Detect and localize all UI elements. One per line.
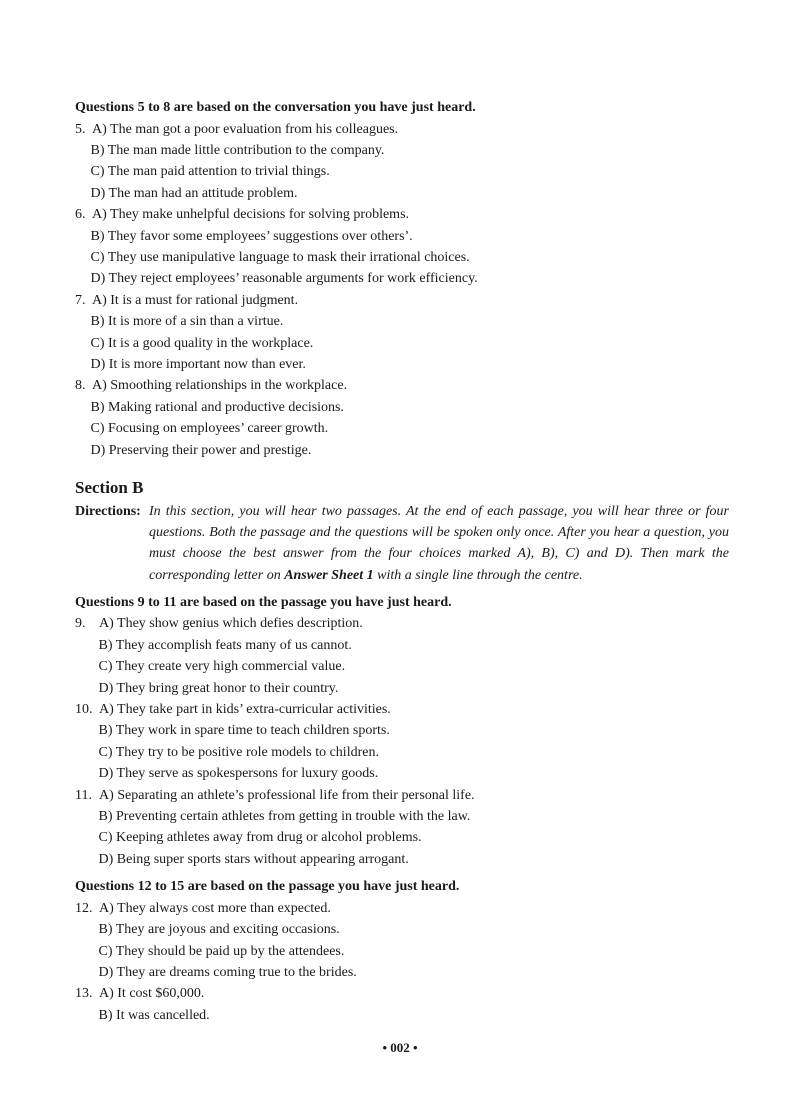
option-d: D) They reject employees’ reasonable arguments for work efficiency. <box>90 271 478 287</box>
option-d: D) The man had an attitude problem. <box>90 185 298 201</box>
option-c: C) They try to be positive role models to children. <box>98 744 379 760</box>
question-13 <box>75 983 730 1026</box>
question-10 <box>75 699 730 785</box>
question-9 <box>75 613 730 699</box>
option-a: A) They make unhelpful decisions for solving problems. <box>92 207 410 223</box>
option-a: A) Separating an athlete’s professional life from their personal life. <box>99 787 475 803</box>
option-b: B) Preventing certain athletes from getting in trouble with the law. <box>98 808 471 824</box>
option-d: D) It is more important now than ever. <box>90 356 306 372</box>
directions <box>75 501 730 586</box>
group1-title: Questions 5 to 8 are based on the conversation you have just heard. <box>75 100 476 115</box>
question-5 <box>75 119 730 205</box>
group2-title: Questions 9 to 11 are based on the passage you have just heard. <box>75 594 452 610</box>
option-c: C) Keeping athletes away from drug or alcohol problems. <box>98 830 422 846</box>
option-b: B) They are joyous and exciting occasions. <box>98 922 340 938</box>
page-content <box>75 97 730 1026</box>
option-b: B) They favor some employees’ suggestions over others’. <box>90 228 413 244</box>
question-12 <box>75 898 730 984</box>
directions-text-part1: In this section, you will hear two passages. At the end of each passage, you will hear three or four questions. Both the passage and the questions will be spoken only once. After you hear a question, you must choose the best answer from the four choices marked A), B), C) and D). Then mark the corresponding letter on <box>149 504 729 583</box>
option-d: D) They are dreams coming true to the brides. <box>98 964 357 980</box>
option-b: B) It is more of a sin than a virtue. <box>90 314 284 330</box>
question-number: 5. <box>75 121 86 137</box>
option-b: B) They accomplish feats many of us cannot. <box>98 637 352 653</box>
option-d: D) They serve as spokespersons for luxury goods. <box>98 766 379 782</box>
option-a: A) Smoothing relationships in the workplace. <box>92 378 348 394</box>
option-c: C) The man paid attention to trivial things. <box>90 164 330 180</box>
option-d: D) Preserving their power and prestige. <box>90 442 312 458</box>
section-title: Section B <box>75 478 144 497</box>
option-a: A) The man got a poor evaluation from his colleagues. <box>92 121 399 137</box>
option-b: B) They work in spare time to teach children sports. <box>98 723 390 739</box>
option-c: C) They use manipulative language to mask their irrational choices. <box>90 249 470 265</box>
question-7 <box>75 290 730 376</box>
question-number: 6. <box>75 207 86 223</box>
directions-text-part2: with a single line through the centre. <box>373 567 583 583</box>
directions-text <box>149 501 729 586</box>
question-number: 11. <box>75 787 92 803</box>
question-8 <box>75 375 730 461</box>
question-number: 9. <box>75 616 86 632</box>
option-d: D) Being super sports stars without appearing arrogant. <box>98 851 409 867</box>
question-number: 12. <box>75 900 93 916</box>
option-d: D) They bring great honor to their country. <box>98 680 339 696</box>
question-number: 7. <box>75 292 86 308</box>
group3-title: Questions 12 to 15 are based on the passage you have just heard. <box>75 879 460 895</box>
question-6 <box>75 204 730 290</box>
option-a: A) They show genius which defies description. <box>99 616 363 632</box>
option-b: B) Making rational and productive decisions. <box>90 399 344 415</box>
option-a: A) They always cost more than expected. <box>99 900 331 916</box>
option-b: B) It was cancelled. <box>98 1007 210 1023</box>
question-number: 10. <box>75 701 93 717</box>
directions-label: Directions: <box>75 504 141 519</box>
option-a: A) They take part in kids’ extra-curricular activities. <box>99 701 391 717</box>
answer-sheet-ref: Answer Sheet 1 <box>284 567 374 583</box>
option-a: A) It is a must for rational judgment. <box>92 292 299 308</box>
option-c: C) It is a good quality in the workplace. <box>90 335 314 351</box>
option-c: C) Focusing on employees’ career growth. <box>90 421 329 437</box>
option-a: A) It cost $60,000. <box>99 986 205 1002</box>
option-b: B) The man made little contribution to the company. <box>90 142 385 158</box>
question-11 <box>75 785 730 871</box>
question-number: 13. <box>75 986 93 1002</box>
option-c: C) They create very high commercial value. <box>98 659 346 675</box>
option-c: C) They should be paid up by the attendees. <box>98 943 345 959</box>
question-number: 8. <box>75 378 86 394</box>
page-number: • 002 • <box>382 1040 418 1055</box>
